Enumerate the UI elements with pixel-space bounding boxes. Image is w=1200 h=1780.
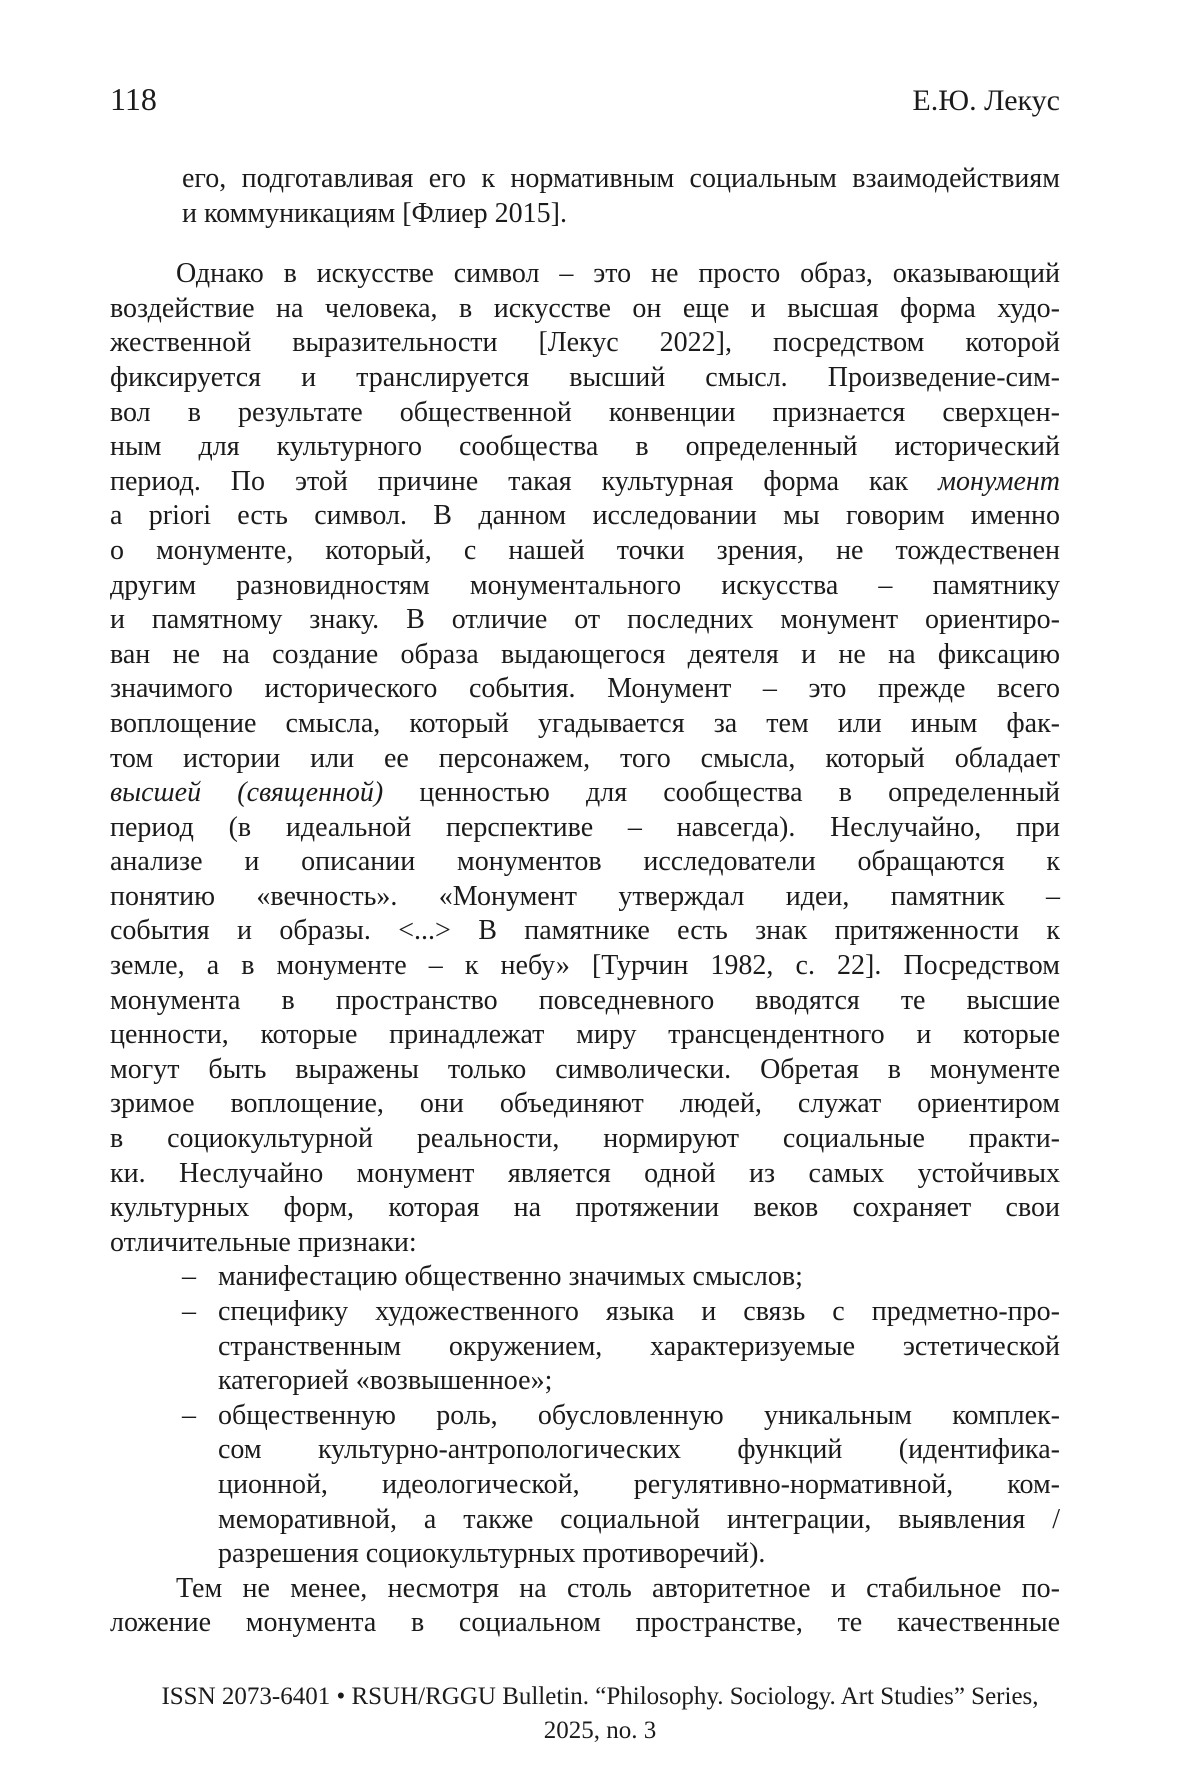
text-run: отличительные признаки:: [110, 1226, 417, 1258]
text-run: могут быть выражены только символически. Обретая в монументе: [110, 1053, 1060, 1085]
text-line: [110, 361, 1060, 396]
text-line: [110, 465, 1060, 500]
italic-text-run: высшей (священной): [110, 777, 384, 809]
text-line: [110, 984, 1060, 1019]
main-paragraph: [110, 257, 1060, 1260]
text-line: [182, 162, 1060, 197]
text-run: культурных форм, которая на протяжении веков сохраняет свои: [110, 1192, 1060, 1224]
text-line: [110, 914, 1060, 949]
text-run: его, подготавливая его к нормативным социальным взаимодействиям: [182, 163, 1060, 194]
text-run: анализе и описании монументов исследователи обращаются к: [110, 846, 1060, 878]
text-line: [110, 672, 1060, 707]
text-run: понятию «вечность». «Монумент утверждал идеи, памятник –: [110, 880, 1060, 912]
footer-issn-line: ISSN 2073-6401 • RSUH/RGGU Bulletin. “Philosophy. Sociology. Art Studies” Series,: [161, 1683, 1039, 1710]
page-body: [110, 162, 1060, 1641]
text-line: [218, 1399, 1060, 1434]
text-run: Тем не менее, несмотря на столь авторитетное и стабильное по-: [176, 1572, 1060, 1604]
text-run: странственным окружением, характеризуемые эстетической: [218, 1330, 1060, 1362]
page-number: 118: [110, 81, 157, 117]
text-run: и памятному знаку. В отличие от последних монумент ориентиро-: [110, 604, 1060, 636]
text-line: [218, 1468, 1060, 1503]
text-run: ценности, которые принадлежат миру трансцендентного и которые: [110, 1019, 1060, 1051]
text-line: [110, 742, 1060, 777]
text-line: [110, 638, 1060, 673]
text-run: специфику художественного языка и связь с предметно-про-: [218, 1296, 1060, 1327]
text-run: ложение монумента в социальном пространстве, те качественные: [110, 1607, 1060, 1639]
text-line: [110, 1572, 1060, 1607]
text-line: [110, 1053, 1060, 1088]
bullet-item: [110, 1295, 1060, 1399]
text-line: [182, 197, 1060, 232]
text-run: ки. Неслучайно монумент является одной из самых устойчивых: [110, 1157, 1060, 1189]
text-line: [218, 1503, 1060, 1538]
text-run: земле, а в монументе – к небу» [Турчин 1982, с. 22]. Посредством: [110, 950, 1060, 982]
text-run: жественной выразительности [Лекус 2022], посредством которой: [110, 327, 1060, 359]
text-run: и коммуникациям [Флиер 2015].: [182, 197, 567, 229]
text-line: [110, 776, 1060, 811]
closing-paragraph: [110, 1572, 1060, 1641]
italic-text-run: монумент: [938, 465, 1060, 497]
text-line: [110, 1606, 1060, 1641]
text-line: [110, 326, 1060, 361]
text-line: [110, 396, 1060, 431]
text-run: Однако в искусстве символ – это не просто образ, оказывающий: [176, 258, 1060, 290]
text-line: [110, 1226, 1060, 1261]
text-line: [110, 292, 1060, 327]
text-run: другим разновидностям монументального искусства – памятнику: [110, 569, 1060, 601]
text-line: [110, 845, 1060, 880]
text-line: [110, 257, 1060, 292]
text-line: [110, 1157, 1060, 1192]
paragraph-fragment: [182, 162, 1060, 231]
text-line: [110, 880, 1060, 915]
text-line: [218, 1537, 1060, 1572]
text-run: зримое воплощение, они объединяют людей, служат ориентиром: [110, 1088, 1060, 1120]
text-line: [110, 1018, 1060, 1053]
text-run: о монументе, который, с нашей точки зрения, не тождественен: [110, 534, 1060, 566]
text-line: [110, 949, 1060, 984]
text-run: том истории или ее персонажем, того смысла, который обладает: [110, 742, 1060, 774]
text-run: разрешения социокультурных противоречий).: [218, 1538, 766, 1570]
text-run: вол в результате общественной конвенции признается сверхцен-: [110, 396, 1060, 428]
text-run: манифестацию общественно значимых смыслов;: [218, 1261, 803, 1293]
text-line: [110, 811, 1060, 846]
text-run: меморативной, а также социальной интеграции, выявления /: [218, 1503, 1060, 1535]
text-line: [218, 1330, 1060, 1365]
text-line: [110, 569, 1060, 604]
text-run: воздействие на человека, в искусстве он еще и высшая форма худо-: [110, 292, 1060, 324]
text-line: [110, 1122, 1060, 1157]
text-run: ным для культурного сообщества в определенный исторический: [110, 431, 1060, 463]
text-line: [110, 707, 1060, 742]
running-head-author: Е.Ю. Лекус: [912, 84, 1060, 117]
text-run: ционной, идеологической, регулятивно-нормативной, ком-: [218, 1468, 1060, 1500]
text-run: сом культурно-антропологических функций (идентифика-: [218, 1434, 1060, 1466]
text-line: [218, 1260, 1060, 1295]
running-head: [110, 82, 1060, 118]
text-run: ван не на создание образа выдающегося деятеля и не на фиксацию: [110, 638, 1060, 670]
text-run: категорией «возвышенное»;: [218, 1365, 553, 1397]
bullet-item: [110, 1260, 1060, 1295]
text-line: [110, 499, 1060, 534]
text-line: [110, 1087, 1060, 1122]
footer-issue-line: 2025, no. 3: [543, 1717, 657, 1744]
bullet-list: [110, 1260, 1060, 1571]
text-run: период. По этой причине такая культурная форма как: [110, 465, 939, 497]
text-line: [218, 1433, 1060, 1468]
bullet-marker: –: [182, 1261, 196, 1293]
text-run: в социокультурной реальности, нормируют социальные практи-: [110, 1123, 1060, 1155]
text-line: [218, 1364, 1060, 1399]
bullet-marker: –: [182, 1399, 196, 1431]
text-run: фиксируется и транслируется высший смысл. Произведение-сим-: [110, 361, 1060, 393]
text-line: [218, 1295, 1060, 1330]
text-line: [110, 534, 1060, 569]
text-run: общественную роль, обусловленную уникальным комплек-: [218, 1399, 1060, 1431]
text-line: [110, 430, 1060, 465]
text-run: монумента в пространство повседневного вводятся те высшие: [110, 984, 1060, 1016]
bullet-item: [110, 1399, 1060, 1572]
text-run: события и образы. <...> В памятнике есть знак притяженности к: [110, 915, 1060, 947]
text-run: ценностью для сообщества в определенный: [383, 777, 1060, 809]
text-line: [110, 603, 1060, 638]
bullet-marker: –: [182, 1296, 196, 1327]
text-run: значимого исторического события. Монумент – это прежде всего: [110, 673, 1060, 705]
text-run: период (в идеальной перспективе – навсегда). Неслучайно, при: [110, 811, 1060, 843]
text-line: [110, 1191, 1060, 1226]
page-footer: [0, 1680, 1200, 1748]
text-run: воплощение смысла, который угадывается за тем или иным фак-: [110, 707, 1060, 739]
text-run: a priori есть символ. В данном исследовании мы говорим именно: [110, 500, 1060, 532]
